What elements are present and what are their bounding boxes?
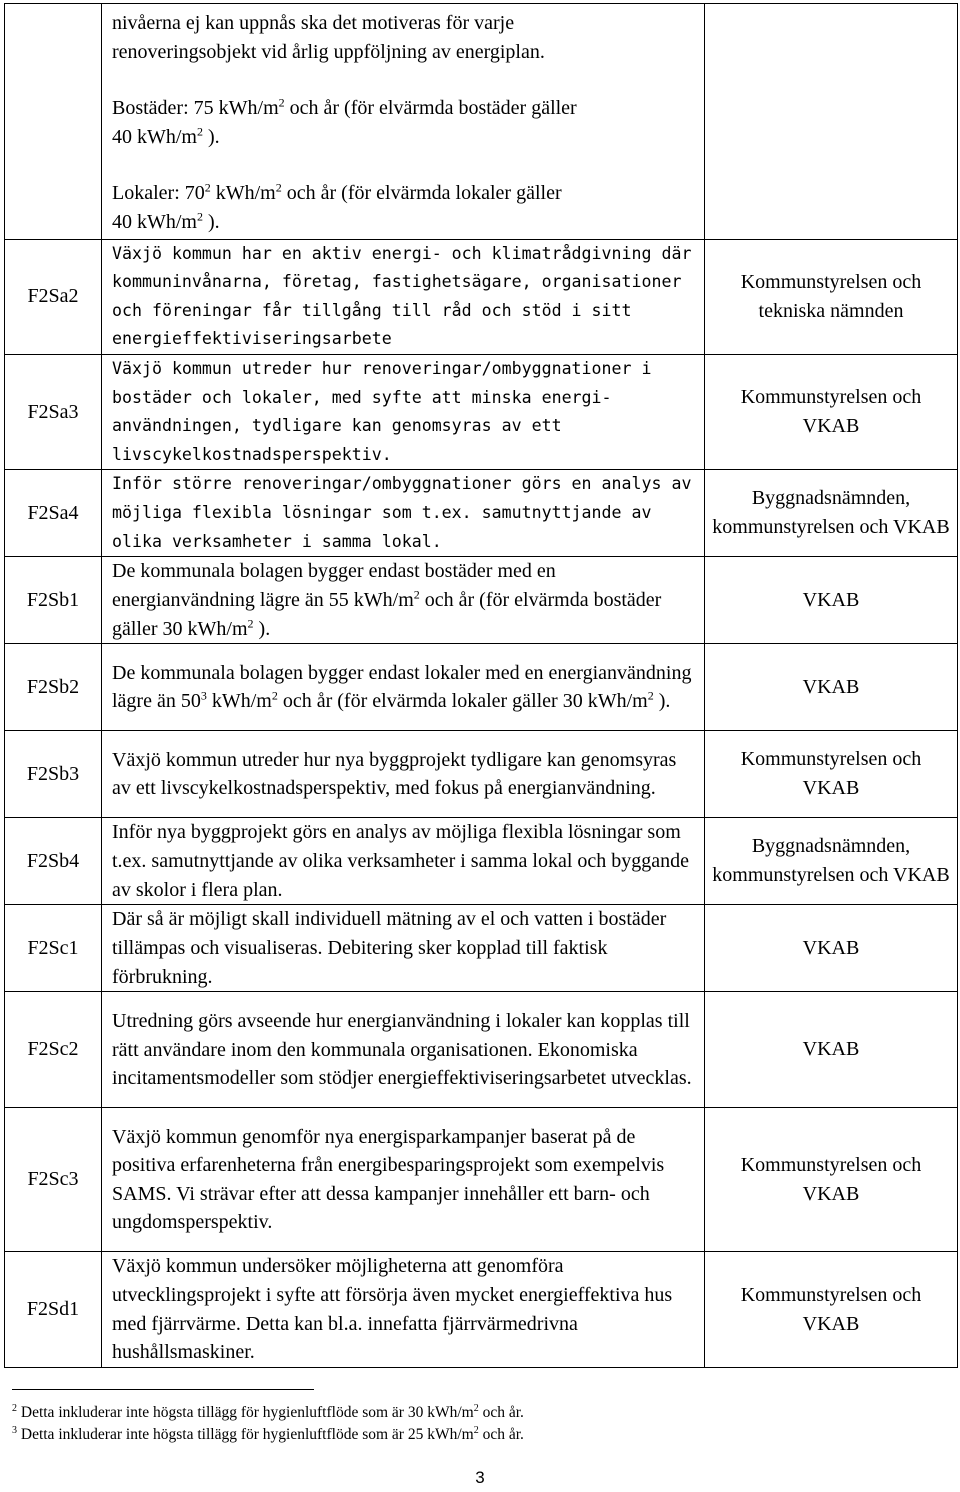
intro-bostader: Bostäder: 75 kWh/$m^2$ och år (för elvärmda bostäder gäller: [112, 95, 577, 120]
measure-text: Växjö kommun genomför nya energisparkampanjer baserat på de positiva erfarenheterna från energibesparingsprojekt som exempelvis SAMS. Vi strävar efter att dessa kampanjer innehåller ett barn- och ungdomsperspektiv.: [102, 1108, 705, 1252]
measure-id: F2Sc1: [5, 905, 102, 992]
table-row: [5, 470, 958, 557]
measure-text: Utredning görs avseende hur energianvändning i lokaler kan kopplas till rätt användare inom den kommunala organisationen. Ekonomiska incitamentsmodeller som stödjer energieffektiviseringsarbetet utvecklas.: [102, 992, 705, 1108]
measure-id: F2Sa3: [5, 354, 102, 469]
table-row: [5, 1108, 958, 1252]
intro-lokaler-cont: 40 kWh/$m^2$ ).: [112, 209, 220, 233]
intro-cell: [102, 4, 705, 240]
table-row: [5, 644, 958, 731]
footnote-ref-2: 2: [204, 180, 211, 195]
intro-lokaler: Lokaler: $70^2$ kWh/$m^2$ och år (för elvärmda lokaler gäller: [112, 180, 562, 205]
table-row: [5, 905, 958, 992]
footnotes: [12, 1402, 524, 1446]
page-number: 3: [475, 1468, 485, 1487]
measure-text: De kommunala bolagen bygger endast lokaler med en energianvändning lägre än $50^3$ kWh/$m^2$ och år (för elvärmda lokaler gäller 30 kWh/$m^2$ ).: [102, 644, 705, 731]
responsible-party: VKAB: [705, 644, 958, 731]
measure-text: Växjö kommun undersöker möjligheterna att genomföra utvecklingsprojekt i syfte att försörja även mycket energieffektiva hus med fjärrvärme. Detta kan bl.a. innefatta fjärrvärmedrivna hushållsmaskiner.: [102, 1252, 705, 1367]
footnote-2: $^2$ Detta inkluderar inte högsta tillägg för hygienluftflöde som är 30 kWh/$m^2$ och år.: [12, 1402, 524, 1421]
measure-id: F2Sa2: [5, 239, 102, 354]
responsible-party: VKAB: [705, 557, 958, 644]
table-row: [5, 992, 958, 1108]
table-row: [5, 557, 958, 644]
intro-line-1: nivåerna ej kan uppnås ska det motiveras för varje: [112, 12, 515, 34]
table-row-continuation: [5, 4, 958, 240]
table-row: [5, 354, 958, 469]
responsible-party: Byggnadsnämnden, kommunstyrelsen och VKAB: [705, 818, 958, 905]
intro-line-2: renoveringsobjekt vid årlig uppföljning av energiplan.: [112, 40, 545, 63]
measure-id: F2Sb1: [5, 557, 102, 644]
measure-text: Växjö kommun utreder hur renoveringar/ombyggnationer i bostäder och lokaler, med syfte att minska energi-användningen, tydligare kan genomsyras av ett livscykelkostnadsperspektiv.: [102, 354, 705, 469]
measure-text: Inför större renoveringar/ombyggnationer görs en analys av möjliga flexibla lösningar som t.ex. samutnyttjande av olika verksamheter i samma lokal.: [102, 470, 705, 557]
measure-id: F2Sc2: [5, 992, 102, 1108]
responsible-party: Kommunstyrelsen och VKAB: [705, 731, 958, 818]
responsible-party: Byggnadsnämnden, kommunstyrelsen och VKAB: [705, 470, 958, 557]
responsible-party: VKAB: [705, 992, 958, 1108]
measure-id: F2Sb3: [5, 731, 102, 818]
table-row: [5, 239, 958, 354]
responsible-party: Kommunstyrelsen och VKAB: [705, 1108, 958, 1252]
table-row: [5, 731, 958, 818]
table-row: [5, 1252, 958, 1367]
measure-id: F2Sb4: [5, 818, 102, 905]
measure-id: F2Sa4: [5, 470, 102, 557]
responsible-party: Kommunstyrelsen och VKAB: [705, 354, 958, 469]
measure-text: Växjö kommun har en aktiv energi- och klimatrådgivning där kommuninvånarna, företag, fastighetsägare, organisationer och föreningar får tillgång till råd och stöd i sitt energieffektiviseringsarbete: [102, 239, 705, 354]
footnote-3: $^3$ Detta inkluderar inte högsta tillägg för hygienluftflöde som är 25 kWh/$m^2$ och år.: [12, 1424, 524, 1443]
intro-bostader-cont: 40 kWh/$m^2$ ).: [112, 124, 220, 148]
responsible-party: Kommunstyrelsen och VKAB: [705, 1252, 958, 1367]
measure-text: Inför nya byggprojekt görs en analys av möjliga flexibla lösningar som t.ex. samutnyttjande av olika verksamheter i samma lokal och byggande av skolor i flera plan.: [102, 818, 705, 905]
measure-id: F2Sb2: [5, 644, 102, 731]
table-row: [5, 818, 958, 905]
measure-id: F2Sd1: [5, 1252, 102, 1367]
responsible-party: Kommunstyrelsen och tekniska nämnden: [705, 239, 958, 354]
footnote-ref-3: 3: [200, 688, 207, 703]
id-cell-empty: [5, 4, 102, 240]
measures-table: [4, 3, 958, 1368]
measure-text: Växjö kommun utreder hur nya byggprojekt tydligare kan genomsyras av ett livscykelkostnadsperspektiv, med fokus på energianvändning.: [102, 731, 705, 818]
footnote-separator: [12, 1389, 314, 1390]
measure-text: Där så är möjligt skall individuell mätning av el och vatten i bostäder tillämpas och visualiseras. Debitering sker kopplad till faktisk förbrukning.: [102, 905, 705, 992]
measure-id: F2Sc3: [5, 1108, 102, 1252]
resp-cell-empty: [705, 4, 958, 240]
measure-text: De kommunala bolagen bygger endast bostäder med en energianvändning lägre än 55 kWh/$m^2$ och år (för elvärmda bostäder gäller 30 kWh/$m^2$ ).: [102, 557, 705, 644]
responsible-party: VKAB: [705, 905, 958, 992]
